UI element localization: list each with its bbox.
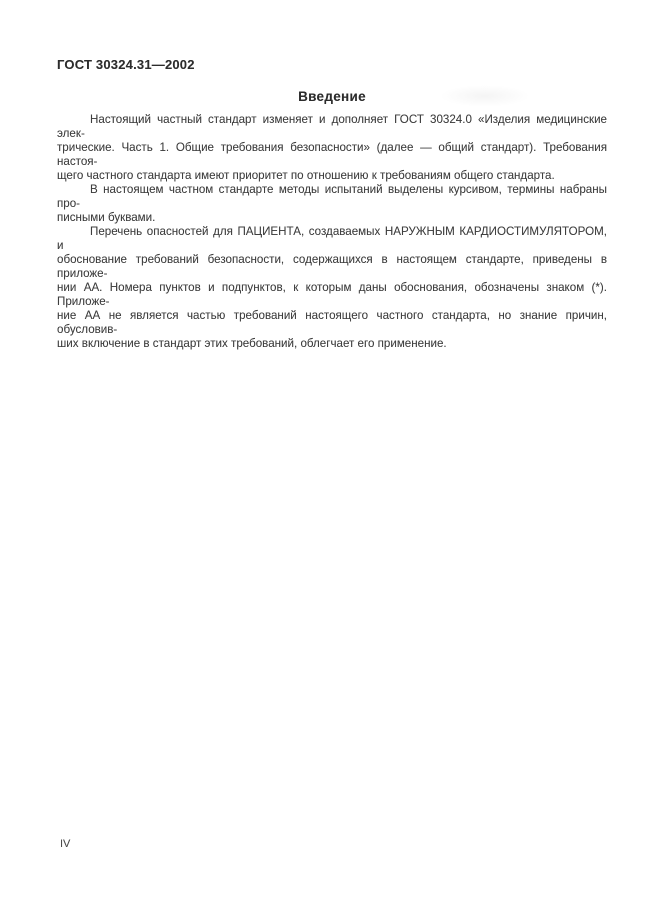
introduction-paragraphs (57, 113, 607, 351)
paragraph-line: обоснование требований безопасности, содержащихся в настоящем стандарте, приведены в приложе- (57, 253, 607, 280)
section-title: Введение (298, 89, 366, 104)
page-number: IV (60, 838, 71, 850)
paragraph-line: В настоящем частном стандарте методы испытаний выделены курсивом, термины набраны про- (57, 183, 607, 210)
paragraph-line: ние АА не является частью требований настоящего частного стандарта, но знание причин, обусловив- (57, 309, 607, 336)
paragraph-line: Перечень опасностей для ПАЦИЕНТА, создаваемых НАРУЖНЫМ КАРДИОСТИМУЛЯТОРОМ, и (57, 225, 607, 252)
paragraph (57, 183, 607, 225)
paragraph (57, 113, 607, 183)
paragraph-line: писными буквами. (57, 211, 156, 224)
standard-designation: ГОСТ 30324.31—2002 (57, 57, 195, 72)
paragraph-line: Настоящий частный стандарт изменяет и дополняет ГОСТ 30324.0 «Изделия медицинские элек- (57, 113, 607, 140)
paragraph-line: нии АА. Номера пунктов и подпунктов, к которым даны обоснования, обозначены знаком (*). Приложе- (57, 281, 607, 308)
paragraph-line: ших включение в стандарт этих требований, облегчает его применение. (57, 337, 447, 350)
paragraph-line: трические. Часть 1. Общие требования безопасности» (далее — общий стандарт). Требования настоя- (57, 141, 607, 168)
paragraph (57, 225, 607, 351)
paragraph-line: щего частного стандарта имеют приоритет по отношению к требованиям общего стандарта. (57, 169, 555, 182)
